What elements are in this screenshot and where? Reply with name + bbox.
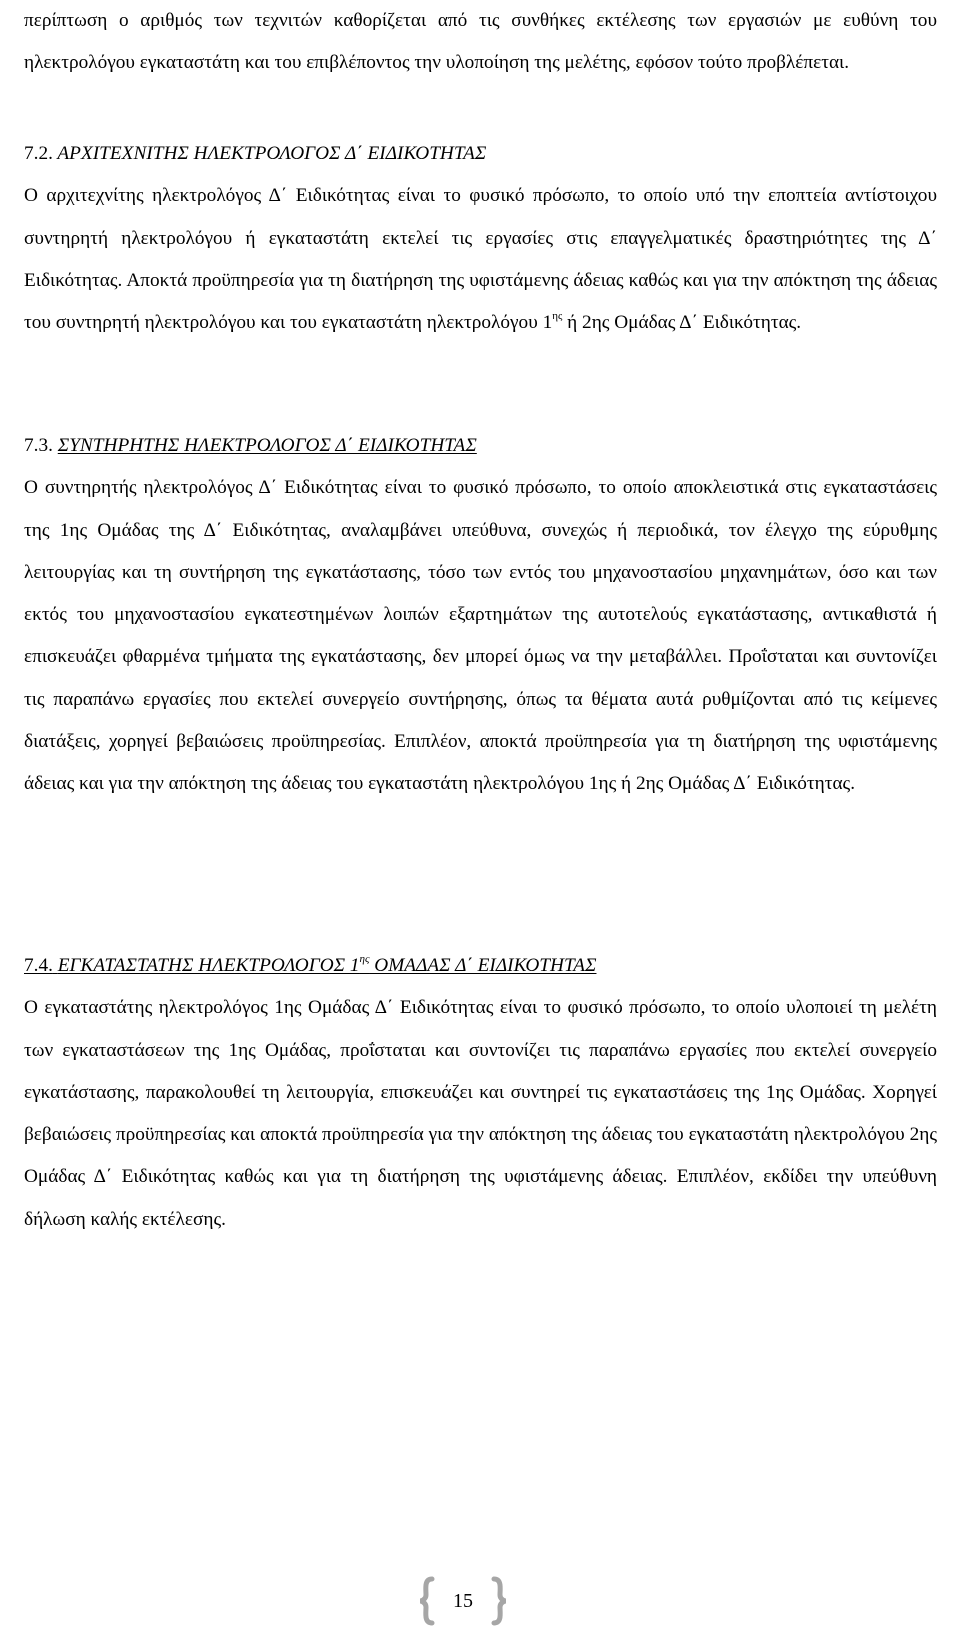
section-7-3 <box>24 425 937 806</box>
section-title: ΕΓΚΑΤΑΣΤΑΤΗΣ ΗΛΕΚΤΡΟΛΟΓΟΣ 1 <box>57 955 360 976</box>
section-title: ΟΜΑΔΑΣ Δ΄ ΕΙΔΙΚΟΤΗΤΑΣ <box>369 955 597 976</box>
section-7-4-body: Ο εγκαταστάτης ηλεκτρολόγος 1ης Ομάδας Δ΄ Ειδικότητας είναι το φυσικό πρόσωπο, το οποίο υλοποιεί τη μελέτη των εγκαταστάσεων της 1ης Ομάδας, προΐσταται και συντονίζει τις παραπάνω εργασίες που εκτελεί συνεργείο εγκατάστασης, παρακολουθεί τη λειτουργία, επισκευάζει και συντηρεί τις εγκαταστάσεις της 1ης Ομάδας. Χορηγεί βεβαιώσεις προϋπηρεσίας και αποκτά προϋπηρεσία για την απόκτηση της άδειας του εγκαταστάτη ηλεκτρολόγου 2ης Ομάδας Δ΄ Ειδικότητας καθώς και για τη διατήρηση της υφιστάμενης άδειας. Επιπλέον, εκδίδει την υπεύθυνη δήλωση καλής εκτέλεσης. <box>24 997 937 1230</box>
section-7-3-body: Ο συντηρητής ηλεκτρολόγος Δ΄ Ειδικότητας είναι το φυσικό πρόσωπο, το οποίο αποκλειστικά στις εγκαταστάσεις της 1ης Ομάδας της Δ΄ Ειδικότητας, αναλαμβάνει υπεύθυνα, συνεχώς ή περιοδικά, τον έλεγχο της εύρυθμης λειτουργίας και τη συντήρηση της εγκατάστασης, τόσο των εντός του μηχανοστασίου μηχανημάτων, όσο και των εκτός του μηχανοστασίου εγκατεστημένων λοιπών εξαρτημάτων της αυτοτελούς εγκατάστασης, αντικαθιστά ή επισκευάζει φθαρμένα τμήματα της εγκατάστασης, δεν μπορεί όμως να την μεταβάλλει. Προΐσταται και συντονίζει τις παραπάνω εργασίες που εκτελεί συνεργείο συντήρησης, όπως τα θέματα αυτά ρυθμίζονται από τις κείμενες διατάξεις, χορηγεί βεβαιώσεις προϋπηρεσίας. Επιπλέον, αποκτά προϋπηρεσία για τη διατήρηση της υφιστάμενης άδειας και για την απόκτηση της άδειας του εγκαταστάτη ηλεκτρολόγου 1ης ή 2ης Ομάδας Δ΄ Ειδικότητας. <box>24 477 937 795</box>
section-7-2-body <box>24 175 937 344</box>
section-title: ΣΥΝΤΗΡΗΤΗΣ ΗΛΕΚΤΡΟΛΟΓΟΣ Δ΄ ΕΙΔΙΚΟΤΗΤΑΣ <box>57 435 477 456</box>
section-number: 7.2. <box>24 143 53 164</box>
page-number: 15 <box>453 1590 473 1612</box>
section-7-2 <box>24 133 937 344</box>
section-number: 7.4. <box>24 955 53 976</box>
section-title: ΑΡΧΙΤΕΧΝΙΤΗΣ ΗΛΕΚΤΡΟΛΟΓΟΣ Δ΄ ΕΙΔΙΚΟΤΗΤΑΣ <box>57 143 487 164</box>
intro-paragraph: περίπτωση ο αριθμός των τεχνιτών καθορίζεται από τις συνθήκες εκτέλεσης των εργασιών με ευθύνη του ηλεκτρολόγου εγκαταστάτη και του επιβλέποντος την υλοποίηση της μελέτης, εφόσον τούτο προβλέπεται. <box>24 10 937 74</box>
ordinal-superscript: ης <box>552 309 563 322</box>
body-text: ή 2ης Ομάδας Δ΄ Ειδικότητας. <box>562 312 802 334</box>
section-7-2-heading <box>24 133 937 175</box>
body-text: Ο αρχιτεχνίτης ηλεκτρολόγος Δ΄ Ειδικότητας είναι το φυσικό πρόσωπο, το οποίο υπό την εποπτεία αντίστοιχου συντηρητή ηλεκτρολόγου ή εγκαταστάτη εκτελεί τις εργασίες στις επαγγελματικές δραστηριότητες της Δ΄ Ειδικότητας. Αποκτά προϋπηρεσία για τη διατήρηση της υφιστάμενης άδειας καθώς και για την απόκτηση της άδειας του συντηρητή ηλεκτρολόγου και του εγκαταστάτη ηλεκτρολόγου 1 <box>24 185 937 334</box>
page-footer <box>418 1575 508 1627</box>
section-7-4 <box>24 945 937 1241</box>
section-number: 7.3. <box>24 435 53 456</box>
section-7-4-heading <box>24 945 937 987</box>
section-7-3-heading <box>24 425 937 467</box>
ordinal-superscript: ης <box>359 952 370 965</box>
